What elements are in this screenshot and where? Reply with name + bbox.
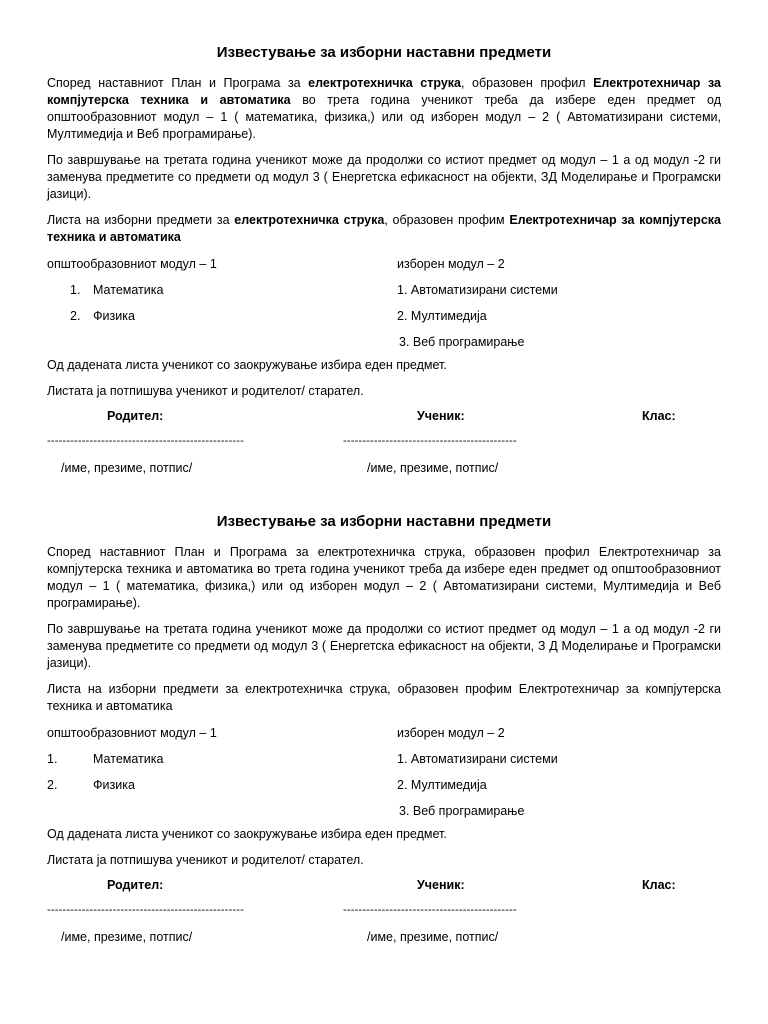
parent-signature-line: --------------------------------------------------- xyxy=(47,904,245,916)
parent-signature-hint: /име, презиме, потпис/ xyxy=(61,461,193,475)
item-number: 1. xyxy=(47,752,58,766)
module-2-item: 1. Автоматизирани системи xyxy=(397,283,558,297)
notice-form-1 xyxy=(47,44,721,481)
list-text-a: Листа на изборни предмети за xyxy=(47,213,235,227)
module-1-list xyxy=(47,282,347,325)
intro-paragraph xyxy=(47,75,721,143)
list-text-b: електротехничка струка xyxy=(234,213,385,227)
intro-text-d: Електротехничар за компјутерска техника и автоматика xyxy=(47,76,721,107)
module-2-header: изборен модул – 2 xyxy=(397,726,505,740)
module-2-item: 3. Веб програмирање xyxy=(399,804,525,818)
intro-paragraph: Според наставниот План и Програма за електротехничка струка, образовен профил Електротехничар за компјутерска техника и автоматика во трета година ученикот треба да избере еден предмет од општообразовниот модул – 1 ( математика, физика,) или од изборен модул – 2 ( Автоматизирани системи, Мултимедија и Веб програмирање). xyxy=(47,545,721,610)
module-2-item: 1. Автоматизирани системи xyxy=(397,752,558,766)
form-title: Известување за изборни наставни предмети xyxy=(216,44,552,61)
module-2-item: 2. Мултимедија xyxy=(397,778,487,792)
signature-note: Листата ја потпишува ученикот и родителот/ старател. xyxy=(47,853,364,867)
item-number: 2. xyxy=(47,778,58,792)
modules-section xyxy=(47,724,721,826)
item-text: Физика xyxy=(93,309,135,323)
intro-text-e: во трета година ученикот треба да избере еден предмет од општообразовниот модул – 1 ( математика, физика,) или од изборен модул – 2 ( Автоматизирани системи, Мултимедија и Веб програмирање). xyxy=(47,93,721,141)
module-1-column xyxy=(47,724,347,803)
continuation-paragraph: По завршување на третата година ученикот може да продолжи со истиот предмет од модул – 1 а од модул -2 ги заменува предметите со предмети од модул 3 ( Енергетска ефикасност на објекти, З Д Моделирање и Програмски јазици). xyxy=(47,622,721,670)
student-signature-hint: /име, презиме, потпис/ xyxy=(367,461,499,475)
parent-signature-hint: /име, презиме, потпис/ xyxy=(61,930,193,944)
student-signature-line: --------------------------------------------- xyxy=(343,904,517,916)
module-1-header: општообразовниот модул – 1 xyxy=(47,257,217,271)
module-2-column xyxy=(397,255,717,360)
module-1-item xyxy=(47,282,347,299)
signature-labels xyxy=(47,409,721,429)
signature-labels xyxy=(47,878,721,898)
module-1-item xyxy=(47,751,347,768)
selection-note: Од дадената листа ученикот со заокружување избира еден предмет. xyxy=(47,827,447,841)
item-text: Математика xyxy=(93,283,164,297)
item-text: Физика xyxy=(93,778,135,792)
selection-note: Од дадената листа ученикот со заокружување избира еден предмет. xyxy=(47,358,447,372)
module-2-item: 2. Мултимедија xyxy=(397,309,487,323)
parent-signature-line: --------------------------------------------------- xyxy=(47,435,245,447)
student-label: Ученик: xyxy=(417,409,465,423)
list-text-c: , образовен профим xyxy=(384,213,510,227)
module-2-list xyxy=(397,751,717,820)
item-number: 1. xyxy=(70,283,81,297)
class-label: Клас: xyxy=(642,409,676,423)
module-2-item: 3. Веб програмирање xyxy=(399,335,525,349)
intro-text-b: електротехничка струка xyxy=(308,76,461,90)
intro-text-c: , образовен профил xyxy=(461,76,594,90)
signature-lines xyxy=(47,435,721,457)
parent-label: Родител: xyxy=(107,878,164,892)
signature-lines xyxy=(47,904,721,926)
modules-section xyxy=(47,255,721,357)
module-1-item xyxy=(47,308,347,325)
signature-hints xyxy=(47,461,721,481)
module-1-list xyxy=(47,751,347,794)
signature-hints xyxy=(47,930,721,950)
continuation-paragraph: По завршување на третата година ученикот може да продолжи со истиот предмет од модул – 1 а од модул -2 ги заменува предметите со предмети од модул 3 ( Енергетска ефикасност на објекти, ЗД Моделирање и Програмски јазици). xyxy=(47,153,721,201)
list-text-d: Електротехничар за компјутерска техника и автоматика xyxy=(47,213,721,244)
module-1-header: општообразовниот модул – 1 xyxy=(47,726,217,740)
module-2-column xyxy=(397,724,717,829)
module-2-list xyxy=(397,282,717,351)
notice-form-2 xyxy=(47,513,721,950)
signature-note: Листата ја потпишува ученикот и родителот/ старател. xyxy=(47,384,364,398)
module-1-column xyxy=(47,255,347,334)
parent-label: Родител: xyxy=(107,409,164,423)
module-1-item xyxy=(47,777,347,794)
student-signature-hint: /име, презиме, потпис/ xyxy=(367,930,499,944)
class-label: Клас: xyxy=(642,878,676,892)
module-2-header: изборен модул – 2 xyxy=(397,257,505,271)
student-label: Ученик: xyxy=(417,878,465,892)
intro-text-a: Според наставниот План и Програма за xyxy=(47,76,309,90)
item-number: 2. xyxy=(70,309,81,323)
item-text: Математика xyxy=(93,752,164,766)
student-signature-line: --------------------------------------------- xyxy=(343,435,517,447)
list-paragraph: Листа на изборни предмети за електротехничка струка, образовен профим Електротехничар за компјутерска техника и автоматика xyxy=(47,682,721,713)
list-paragraph xyxy=(47,212,721,246)
form-title: Известување за изборни наставни предмети xyxy=(216,513,552,530)
